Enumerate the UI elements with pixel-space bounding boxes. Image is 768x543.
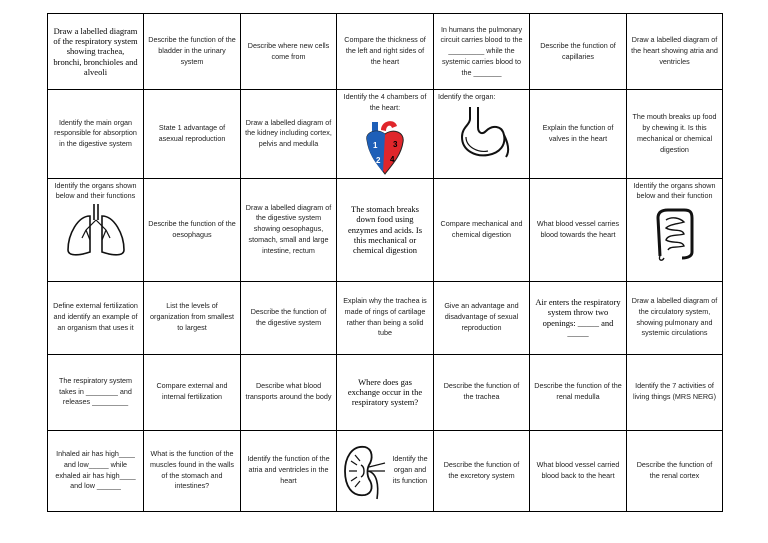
cell-stomach-digestion: The stomach breaks down food using enzymes and acids. Is this mechanical or chemical digestion xyxy=(337,178,434,281)
heart-illustration xyxy=(361,116,409,176)
renal-vessels xyxy=(369,463,385,471)
kidney-pyramids xyxy=(349,455,360,487)
cell-external-fertilization: Define external fertilization and identify an example of an organism that uses it xyxy=(48,281,144,354)
cell-trachea-cartilage: Explain why the trachea is made of rings of cartilage rather than being a solid tube xyxy=(337,281,434,354)
cell-digestive-function: Describe the function of the digestive system xyxy=(241,281,337,354)
cell-oesophagus-function: Describe the function of the oesophagus xyxy=(144,178,241,281)
cell-identify-intestines: Identify the organs shown below and their function xyxy=(627,178,723,281)
grid-row-4 xyxy=(48,281,723,354)
cell-valves-function: Explain the function of valves in the heart xyxy=(530,90,627,179)
cell-pulmonary-circuit: In humans the pulmonary circuit carries blood to the _________ while the systemic carries blood to the _______ xyxy=(434,14,530,90)
renal-pelvis xyxy=(361,465,364,477)
grid-row-2 xyxy=(48,90,723,179)
cell-mouth-digestion: The mouth breaks up food by chewing it. Is this mechanical or chemical digestion xyxy=(627,90,723,179)
cell-seven-activities: Identify the 7 activities of living things (MRS NERG) xyxy=(627,354,723,430)
cell-digestive-diagram: Draw a labelled diagram of the digestive system showing oesophagus, stomach, small and large intestine, rectum xyxy=(241,178,337,281)
cell-atria-ventricles: Identify the function of the atria and ventricles in the heart xyxy=(241,430,337,511)
revision-grid xyxy=(47,13,723,512)
grid-row-3 xyxy=(48,178,723,281)
cell-compare-digestion: Compare mechanical and chemical digestion xyxy=(434,178,530,281)
stomach-illustration xyxy=(452,105,512,161)
stomach-duodenum xyxy=(504,135,508,157)
cell-absorption-organ: Identify the main organ responsible for absorption in the digestive system xyxy=(48,90,144,179)
kidney-outline xyxy=(345,446,372,494)
cell-sexual-reproduction: Give an advantage and disadvantage of sexual reproduction xyxy=(434,281,530,354)
cell-heart-diagram: Draw a labelled diagram of the heart showing atria and ventricles xyxy=(627,14,723,90)
heart-label-4: 4 xyxy=(390,154,395,164)
ureter xyxy=(368,471,378,499)
cell-heart-chambers: Identify the 4 chambers of the heart: 1 2 3 4 xyxy=(337,90,434,179)
cell-respiratory-intake: The respiratory system takes in ________ and releases _________ xyxy=(48,354,144,430)
cell-new-cells: Describe where new cells come from xyxy=(241,14,337,90)
cell-renal-cortex: Describe the function of the renal cortex xyxy=(627,430,723,511)
cell-gas-exchange: Where does gas exchange occur in the respiratory system? xyxy=(337,354,434,430)
cell-blood-transports: Describe what blood transports around the body xyxy=(241,354,337,430)
cell-bladder-function: Describe the function of the bladder in the urinary system xyxy=(144,14,241,90)
small-intestine xyxy=(666,218,684,250)
right-lung xyxy=(102,216,124,255)
cell-muscles-function: What is the function of the muscles found in the walls of the stomach and intestines? xyxy=(144,430,241,511)
lungs-illustration xyxy=(64,204,128,258)
cell-identify-kidney: Identify the organ and its function xyxy=(337,430,434,511)
cell-renal-medulla: Describe the function of the renal medulla xyxy=(530,354,627,430)
cell-levels-organization: List the levels of organization from smallest to largest xyxy=(144,281,241,354)
left-lung xyxy=(68,216,90,255)
cell-inhaled-air: Inhaled air has high____ and low_____ while exhaled air has high____ and low ______ xyxy=(48,430,144,511)
cell-compare-fertilization: Compare external and internal fertilization xyxy=(144,354,241,430)
heart-aorta xyxy=(381,121,397,131)
trachea xyxy=(94,204,98,220)
heart-label-3: 3 xyxy=(393,139,398,149)
cell-heart-thickness: Compare the thickness of the left and right sides of the heart xyxy=(337,14,434,90)
kidney-illustration xyxy=(341,441,391,501)
grid-row-1 xyxy=(48,14,723,90)
stomach-outline xyxy=(462,107,504,155)
cell-capillaries: Describe the function of capillaries xyxy=(530,14,627,90)
grid-row-6 xyxy=(48,430,723,511)
cell-vessel-back-heart: What blood vessel carried blood back to the heart xyxy=(530,430,627,511)
cell-excretory-function: Describe the function of the excretory system xyxy=(434,430,530,511)
stomach-inner-line xyxy=(466,137,488,151)
cell-identify-lungs: Identify the organs shown below and their functions xyxy=(48,178,144,281)
cell-asexual-advantage: State 1 advantage of asexual reproduction xyxy=(144,90,241,179)
intestines-illustration xyxy=(652,204,698,262)
cell-vessel-toward-heart: What blood vessel carries blood towards the heart xyxy=(530,178,627,281)
grid-row-5 xyxy=(48,354,723,430)
cell-trachea-function: Describe the function of the trachea xyxy=(434,354,530,430)
appendix xyxy=(659,256,664,260)
bronchi xyxy=(82,220,110,240)
cell-circulatory-diagram: Draw a labelled diagram of the circulatory system, showing pulmonary and systemic circulations xyxy=(627,281,723,354)
cell-respiratory-diagram: Draw a labelled diagram of the respiratory system showing trachea, bronchi, bronchioles and alveoli xyxy=(48,14,144,90)
heart-label-2: 2 xyxy=(376,155,381,165)
heart-label-1: 1 xyxy=(373,140,378,150)
cell-air-openings: Air enters the respiratory system throw two openings: _____ and _____ xyxy=(530,281,627,354)
cell-kidney-diagram: Draw a labelled diagram of the kidney including cortex, pelvis and medulla xyxy=(241,90,337,179)
heart-right-side xyxy=(367,131,385,172)
cell-identify-stomach: Identify the organ: xyxy=(434,90,530,179)
